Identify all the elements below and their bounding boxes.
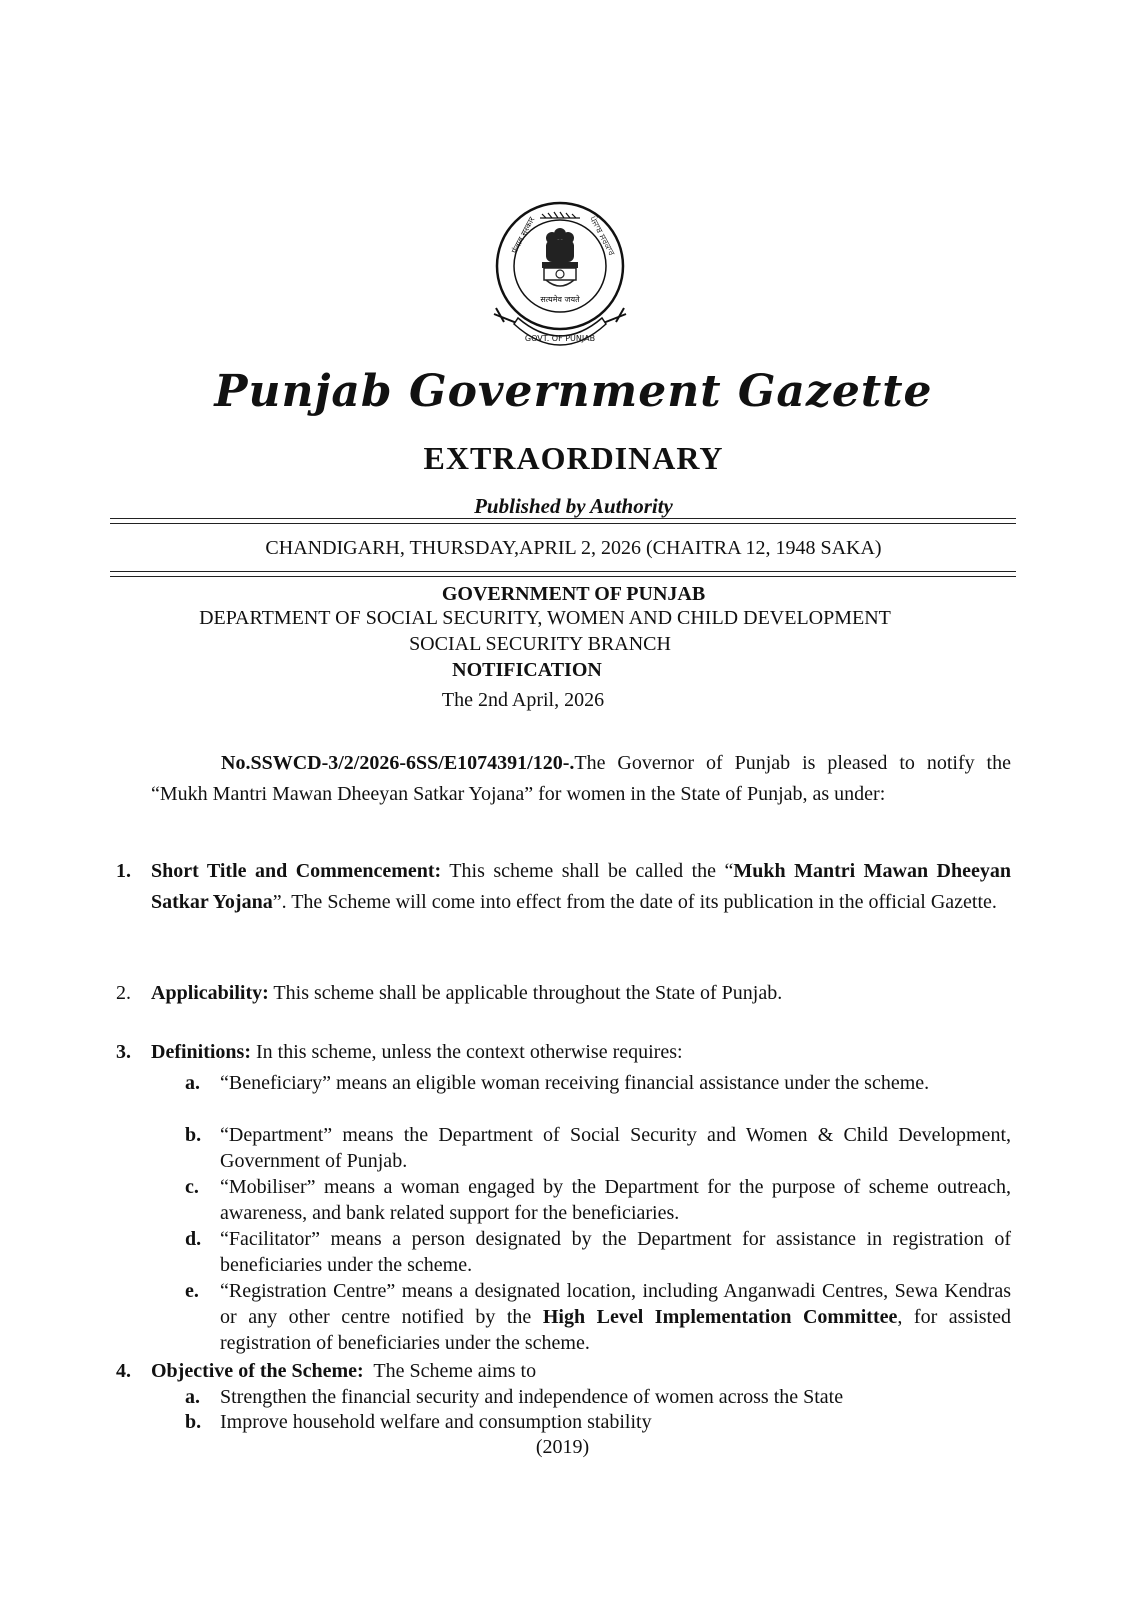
state-emblem	[490, 196, 630, 362]
definition-text: “Registration Centre” means a designated location, including Anganwadi Centres, Sewa Kendras or any other centre notified by the	[220, 1280, 1011, 1328]
notification-heading: NOTIFICATION	[452, 659, 602, 681]
item-letter: a.	[185, 1386, 200, 1408]
objective-text: Strengthen the financial security and independence of women across the State	[220, 1386, 844, 1408]
definition-text: “Department” means the Department of Social Security and Women & Child Development, Government of Punjab.	[220, 1124, 1011, 1172]
section-number: 1.	[116, 860, 131, 882]
section-text: ”. The Scheme will come into effect from the date of its publication in the official Gazette.	[272, 891, 997, 913]
definition-item	[185, 1122, 1011, 1174]
page-number: (2019)	[535, 1436, 590, 1458]
definition-text: , for assisted registration of beneficiaries under the scheme.	[220, 1306, 1011, 1354]
definition-item	[185, 1226, 1011, 1278]
emblem-ring-right: ਪੰਜਾਬ ਸਰਕਾਰ	[588, 214, 617, 258]
definition-text: “Mobiliser” means a woman engaged by the Department for the purpose of scheme outreach, awareness, and bank related support for the beneficiaries.	[220, 1176, 1011, 1224]
published-by: Published by Authority	[474, 494, 673, 518]
section-text: The Scheme aims to	[363, 1360, 537, 1382]
scheme-name: Mukh Mantri Mawan Dheeyan Satkar Yojana	[151, 860, 1011, 913]
definition-item	[185, 1278, 1011, 1356]
intro-text: The Governor of Punjab is pleased to notify the “Mukh Mantri Mawan Dheeyan Satkar Yojana” for women in the State of Punjab, as under:	[151, 752, 1011, 805]
definition-item	[185, 1174, 1011, 1226]
dateline: CHANDIGARH, THURSDAY,APRIL 2, 2026 (CHAITRA 12, 1948 SAKA)	[265, 537, 882, 559]
emblem-ribbon: GOVT. OF PUNJAB	[524, 334, 596, 343]
section-4	[116, 1356, 1011, 1387]
objective-text: Improve household welfare and consumption stability	[220, 1411, 652, 1433]
issuer-branch: SOCIAL SECURITY BRANCH	[409, 633, 671, 655]
item-letter: e.	[185, 1280, 199, 1302]
notification-date: The 2nd April, 2026	[441, 689, 605, 711]
item-letter: d.	[185, 1228, 202, 1250]
definition-text: “Facilitator” means a person designated by the Department for assistance in registration of beneficiaries under the scheme.	[220, 1228, 1011, 1276]
gazette-masthead: Punjab Government Gazette	[214, 366, 933, 417]
item-letter: b.	[185, 1411, 202, 1433]
item-letter: a.	[185, 1072, 200, 1094]
section-number: 3.	[116, 1041, 131, 1063]
divider-rule	[110, 518, 1016, 519]
section-text: This scheme shall be called the “	[441, 860, 734, 882]
objective-item	[185, 1384, 1011, 1410]
emblem-motto: सत्यमेव जयते	[540, 295, 580, 304]
section-number: 2.	[116, 982, 131, 1004]
section-3	[116, 1037, 1011, 1068]
section-heading: Short Title and Commencement:	[151, 860, 442, 882]
section-text: In this scheme, unless the context otherwise requires:	[251, 1041, 683, 1063]
definition-text: “Beneficiary” means an eligible woman receiving financial assistance under the scheme.	[220, 1072, 930, 1094]
section-heading: Applicability:	[151, 982, 269, 1004]
divider-rule	[110, 523, 1016, 524]
issuer-department: DEPARTMENT OF SOCIAL SECURITY, WOMEN AND CHILD DEVELOPMENT	[199, 607, 891, 629]
section-number: 4.	[116, 1360, 131, 1382]
notification-number: No.SSWCD-3/2/2026-6SS/E1074391/120-.	[221, 752, 575, 774]
definition-item	[185, 1070, 1011, 1096]
divider-rule	[110, 576, 1016, 577]
section-text: This scheme shall be applicable throughout the State of Punjab.	[268, 982, 783, 1004]
intro-paragraph	[151, 748, 1011, 810]
section-1	[116, 856, 1011, 918]
section-2	[116, 978, 1011, 1009]
objective-item	[185, 1409, 1011, 1435]
section-heading: Objective of the Scheme:	[151, 1360, 364, 1382]
section-heading: Definitions:	[151, 1041, 251, 1063]
item-letter: c.	[185, 1176, 199, 1198]
divider-rule	[110, 571, 1016, 572]
item-letter: b.	[185, 1124, 202, 1146]
gazette-subtitle: EXTRAORDINARY	[423, 440, 724, 476]
committee-name: High Level Implementation Committee	[542, 1306, 898, 1328]
emblem-ring-left: पंजाब सरकार	[509, 215, 537, 255]
issuer-government: GOVERNMENT OF PUNJAB	[441, 583, 706, 605]
